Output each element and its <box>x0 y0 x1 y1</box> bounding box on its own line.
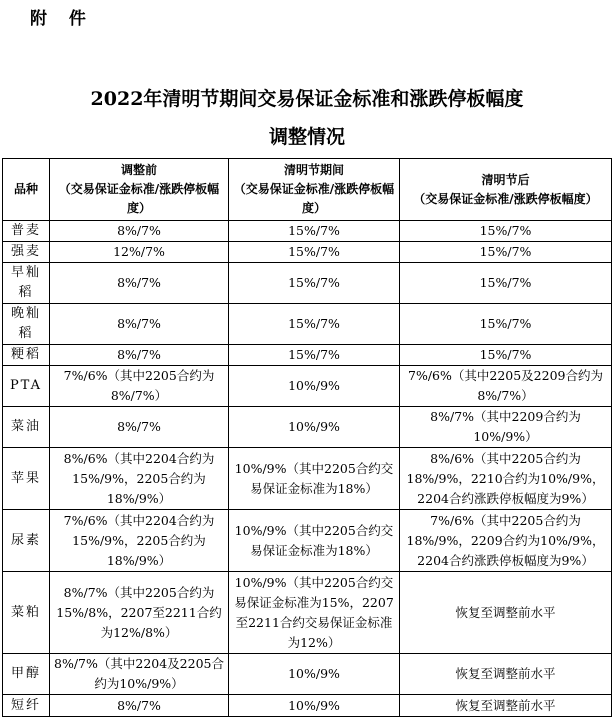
variety-cell: 甲醇 <box>3 654 50 695</box>
table-row <box>3 263 612 304</box>
before-cell: 8%/7%（其中2205合约为15%/8%，2207至2211合约为12%/8%） <box>50 572 229 654</box>
during-cell: 10%/9% <box>229 695 400 717</box>
table-row <box>3 304 612 345</box>
margin-limit-table <box>2 158 612 717</box>
table-row <box>3 366 612 407</box>
during-cell: 10%/9% <box>229 366 400 407</box>
variety-cell: 晚籼稻 <box>3 304 50 345</box>
variety-cell: 苹果 <box>3 448 50 510</box>
variety-cell: 短纤 <box>3 695 50 717</box>
variety-cell: 普麦 <box>3 221 50 242</box>
header-during: 清明节期间 （交易保证金标准/涨跌停板幅度） <box>229 159 400 221</box>
during-cell: 10%/9%（其中2205合约交易保证金标准为18%） <box>229 510 400 572</box>
variety-cell: 强麦 <box>3 242 50 263</box>
during-cell: 10%/9%（其中2205合约交易保证金标准为15%，2207至2211合约交易保证金标准为12%） <box>229 572 400 654</box>
after-cell: 15%/7% <box>400 221 612 242</box>
table-row <box>3 448 612 510</box>
variety-cell: 菜油 <box>3 407 50 448</box>
table-row <box>3 510 612 572</box>
header-before: 调整前 （交易保证金标准/涨跌停板幅度） <box>50 159 229 221</box>
after-cell: 7%/6%（其中2205及2209合约为8%/7%） <box>400 366 612 407</box>
table-row <box>3 242 612 263</box>
before-cell: 8%/7% <box>50 263 229 304</box>
after-cell: 15%/7% <box>400 304 612 345</box>
before-cell: 8%/7% <box>50 304 229 345</box>
table-row <box>3 221 612 242</box>
before-cell: 8%/7%（其中2204及2205合约为10%/9%） <box>50 654 229 695</box>
before-cell: 8%/6%（其中2204合约为15%/9%，2205合约为18%/9%） <box>50 448 229 510</box>
table-row <box>3 345 612 366</box>
during-cell: 15%/7% <box>229 221 400 242</box>
attachment-label: 附 件 <box>30 9 94 29</box>
header-after: 清明节后 （交易保证金标准/涨跌停板幅度） <box>400 159 612 221</box>
during-cell: 15%/7% <box>229 242 400 263</box>
after-cell: 15%/7% <box>400 242 612 263</box>
after-cell: 恢复至调整前水平 <box>400 695 612 717</box>
during-cell: 10%/9% <box>229 407 400 448</box>
before-cell: 12%/7% <box>50 242 229 263</box>
document-title-line2: 调整情况 <box>268 126 345 148</box>
after-cell: 15%/7% <box>400 263 612 304</box>
variety-cell: 尿素 <box>3 510 50 572</box>
header-variety: 品种 <box>3 159 50 221</box>
during-cell: 15%/7% <box>229 345 400 366</box>
after-cell: 15%/7% <box>400 345 612 366</box>
table-row <box>3 695 612 717</box>
after-cell: 8%/6%（其中2205合约为18%/9%，2210合约为10%/9%，2204合约涨跌停板幅度为9%） <box>400 448 612 510</box>
during-cell: 15%/7% <box>229 263 400 304</box>
after-cell: 恢复至调整前水平 <box>400 654 612 695</box>
after-cell: 恢复至调整前水平 <box>400 572 612 654</box>
before-cell: 7%/6%（其中2204合约为15%/9%，2205合约为18%/9%） <box>50 510 229 572</box>
variety-cell: PTA <box>3 366 50 407</box>
during-cell: 15%/7% <box>229 304 400 345</box>
after-cell: 7%/6%（其中2205合约为18%/9%，2209合约为10%/9%，2204合约涨跌停板幅度为9%） <box>400 510 612 572</box>
before-cell: 8%/7% <box>50 221 229 242</box>
variety-cell: 菜粕 <box>3 572 50 654</box>
after-cell: 8%/7%（其中2209合约为10%/9%） <box>400 407 612 448</box>
table-row <box>3 654 612 695</box>
variety-cell: 早籼稻 <box>3 263 50 304</box>
before-cell: 8%/7% <box>50 407 229 448</box>
before-cell: 8%/7% <box>50 695 229 717</box>
table-row <box>3 572 612 654</box>
variety-cell: 粳稻 <box>3 345 50 366</box>
during-cell: 10%/9%（其中2205合约交易保证金标准为18%） <box>229 448 400 510</box>
before-cell: 8%/7% <box>50 345 229 366</box>
during-cell: 10%/9% <box>229 654 400 695</box>
table-row <box>3 407 612 448</box>
document-title-line1: 2022年清明节期间交易保证金标准和涨跌停板幅度 <box>90 88 524 110</box>
before-cell: 7%/6%（其中2205合约为8%/7%） <box>50 366 229 407</box>
table-header-row <box>3 159 612 221</box>
